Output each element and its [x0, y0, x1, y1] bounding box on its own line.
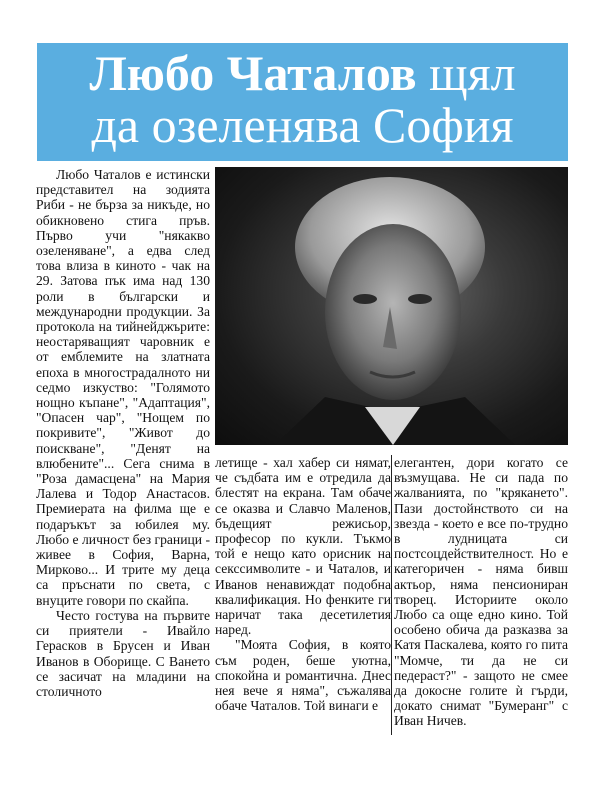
article-column-2	[215, 455, 391, 735]
paragraph: летище - хал хабер си нямат, че съдбата им е отредила да блестят на екрана. Там обаче се оказва и Славчо Маленов, бъдещият режисьор, професор по кукли. Тъкмо той е нещо като орисник на секссимволите - и Чаталов, и Иванов ненавиждат подобна квалификация. Но фенките ги наричат така десетилетия наред.	[215, 455, 391, 638]
paragraph: Често гостува на първите си приятели - Ивайло Герасков в Брусен и Иван Иванов в Оборище. С Ването се засичат на младини на столичното	[36, 607, 210, 699]
headline-banner	[37, 43, 568, 161]
headline-line-2: да озеленява София	[91, 97, 514, 153]
portrait-photo	[215, 167, 568, 445]
headline-name: Любо Чаталов	[89, 45, 417, 101]
portrait-photo-icon	[215, 167, 568, 445]
column-divider	[391, 455, 392, 735]
article-column-3	[394, 455, 568, 735]
paragraph: елегантен, дори когато се възмущава. Не си пада по жалванията, по "крякането". Пази достойнството си на звезда - което е все по-трудно в лудницата си постсоцдействителност. Но е категоричен - няма бивш актьор, няма пенсиониран творец. Историите около Любо са още едно кино. Той особено обича да разказва за Катя Паскалева, която го пита "Момче, ти да не си педераст?" - защото не смее да докосне голите ѝ гърди, докато снимат "Бумеранг" с Иван Ничев.	[394, 455, 568, 729]
paragraph: Любо Чаталов е истински представител на зодията Риби - не бърза за никъде, но обикновено стига пръв. Първо учи "някакво озеленяване", а едва след това влиза в киното - чак на 29. Затова пък има над 130 роли в български и международни продукции. За протокола на тийнейджърите: неостаряващият чаровник е от емблемите на златната епоха в многострадалното ни седмо изкуство: "Голямото нощно къпане", "Адаптация", "Опасен чар", "Нощем по покривите", "Живот до поискване", "Денят на влюбените"... Сега снима в "Роза дамасцена" на Мария Лалева и Тодор Анастасов. Премиерата на филма ще е подаръкът за юбилея му. Любо е личност без граници - живее в София, Варна, Мирково... И трите му деца са пръснати по света, с внуците говори по скайпа.	[36, 167, 210, 608]
paragraph: "Моята София, в която съм роден, беше уютна, спокойна и романтична. Днес нея вече я няма", съжалява обаче Чаталов. Той винаги е	[215, 637, 391, 714]
headline-line-1	[37, 47, 568, 99]
article-column-1	[36, 167, 210, 733]
headline-rest: щял	[416, 45, 516, 101]
